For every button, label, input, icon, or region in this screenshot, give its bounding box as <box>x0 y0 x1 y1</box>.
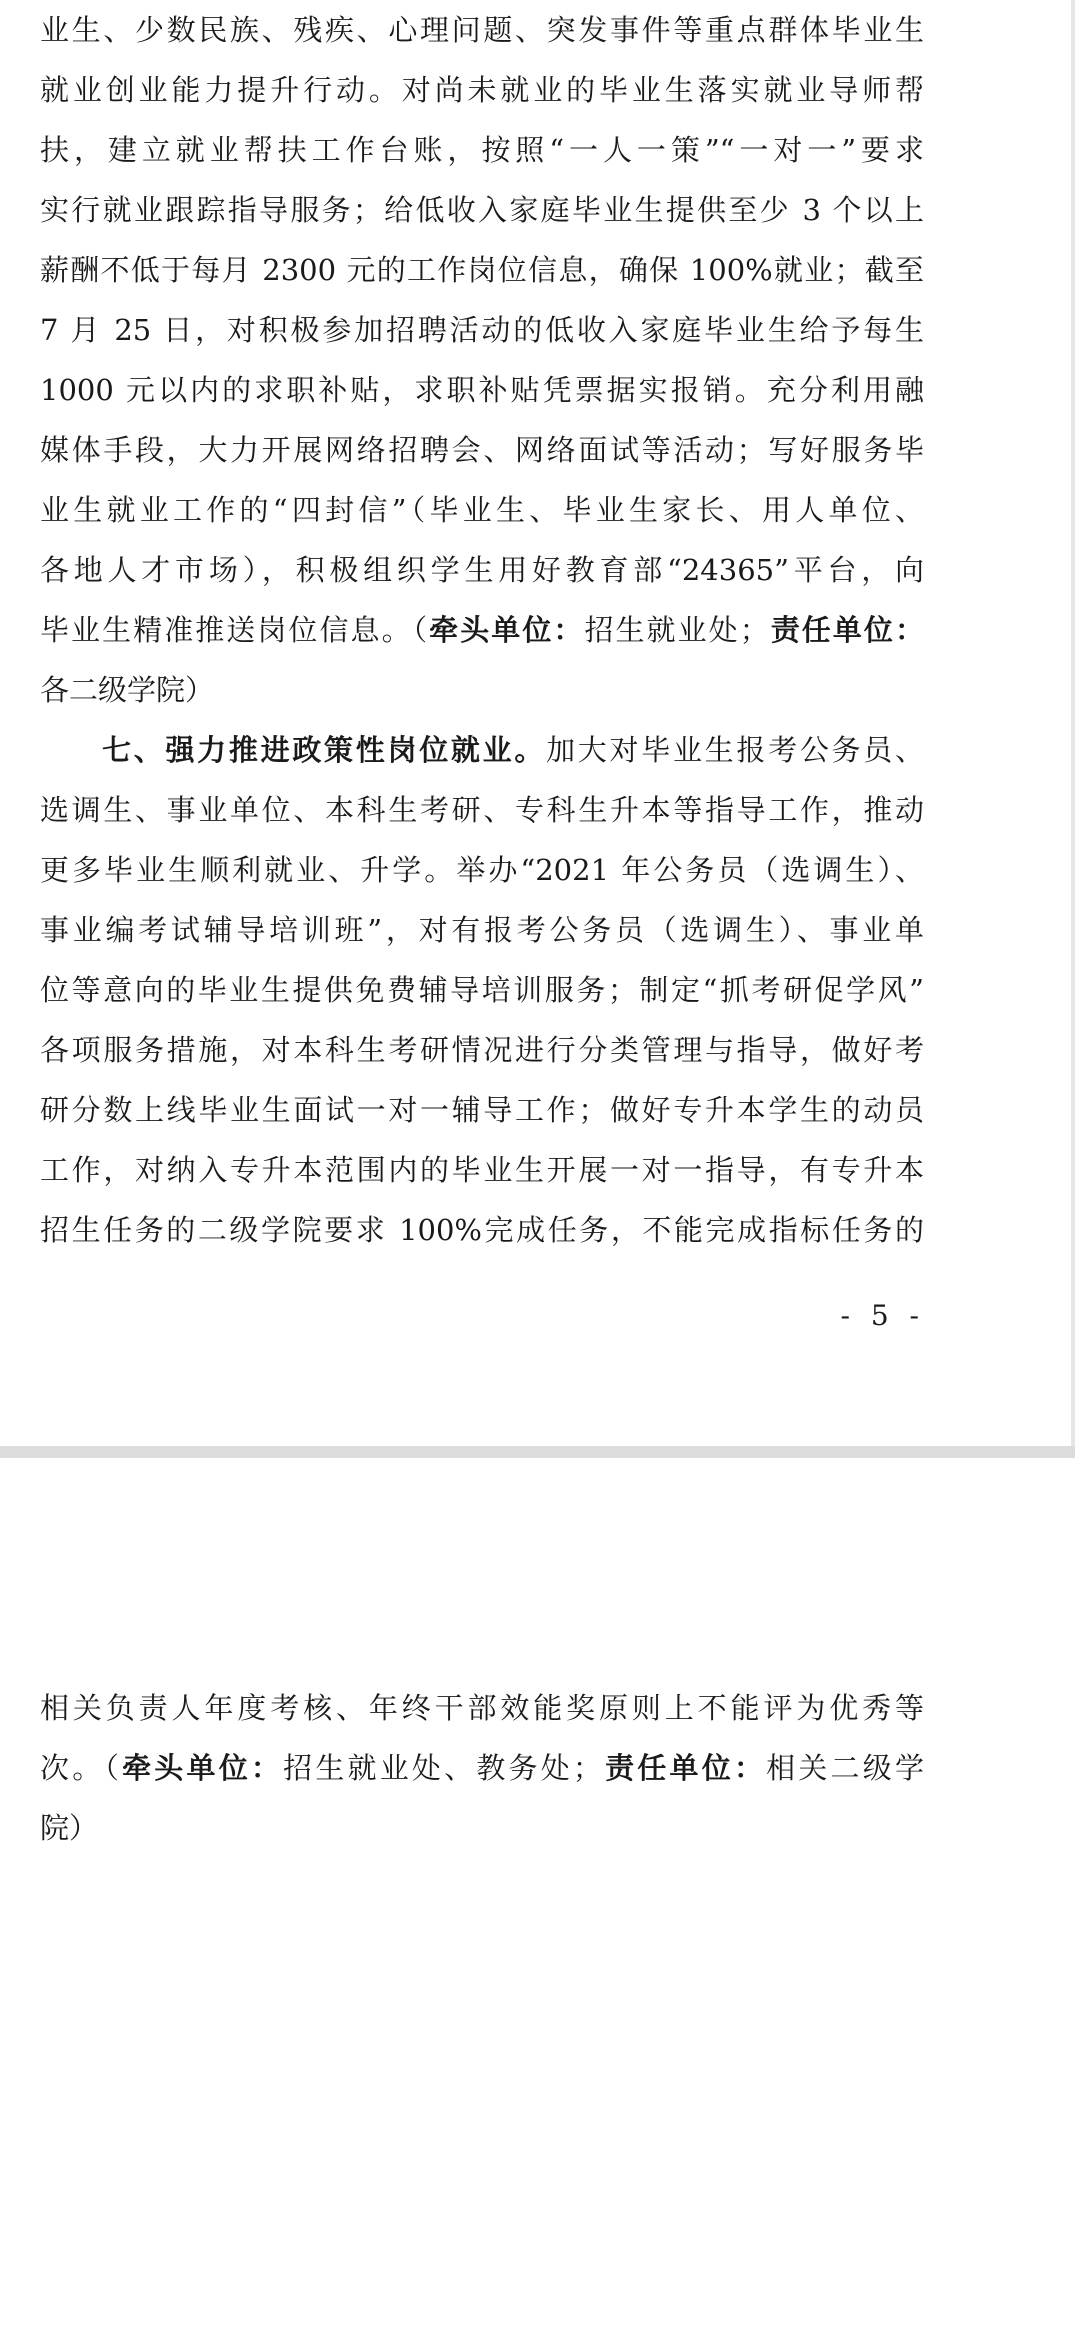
text-line <box>40 660 924 720</box>
text-line <box>40 540 924 600</box>
text-line <box>40 300 924 360</box>
text-span: 相关二级学 <box>766 1751 924 1785</box>
text-span: 薪酬不低于每月 2300 元的工作岗位信息，确保 100%就业；截至 <box>40 253 924 287</box>
text-line <box>40 60 924 120</box>
text-line <box>40 1738 924 1798</box>
text-span: 招生任务的二级学院要求 100%完成任务，不能完成指标任务的 <box>40 1213 924 1247</box>
text-line <box>40 180 924 240</box>
text-span: 招生就业处、教务处； <box>283 1751 602 1785</box>
text-line <box>40 1080 924 1140</box>
text-span: 位等意向的毕业生提供免费辅导培训服务；制定“抓考研促学风” <box>40 973 924 1007</box>
text-line <box>40 480 924 540</box>
text-span: 工作，对纳入专升本范围内的毕业生开展一对一指导，有专升本 <box>40 1153 924 1187</box>
text-line <box>40 120 924 180</box>
text-span: 业生、少数民族、残疾、心理问题、突发事件等重点群体毕业生 <box>40 13 924 47</box>
text-line <box>40 1798 924 1858</box>
text-span: 实行就业跟踪指导服务；给低收入家庭毕业生提供至少 3 个以上 <box>40 193 924 227</box>
text-span: 1000 元以内的求职补贴，求职补贴凭票据实报销。充分利用融 <box>40 373 924 407</box>
text-line <box>40 840 924 900</box>
text-span: 各项服务措施，对本科生考研情况进行分类管理与指导，做好考 <box>40 1033 924 1067</box>
text-span: 各地人才市场），积极组织学生用好教育部“24365”平台，向 <box>40 553 924 587</box>
bold-text: 七、强力推进政策性岗位就业。 <box>102 733 547 767</box>
text-line <box>40 240 924 300</box>
bold-text: 责任单位： <box>768 613 924 647</box>
page-number: - 5 - <box>840 1299 925 1332</box>
text-span: 次。（ <box>40 1751 123 1785</box>
document-page-6 <box>0 1458 1075 2343</box>
text-span: 研分数上线毕业生面试一对一辅导工作；做好专升本学生的动员 <box>40 1093 924 1127</box>
text-span: 加大对毕业生报考公务员、 <box>546 733 924 767</box>
text-span: 就业创业能力提升行动。对尚未就业的毕业生落实就业导师帮 <box>40 73 924 107</box>
text-span: 7 月 25 日，对积极参加招聘活动的低收入家庭毕业生给予每生 <box>40 313 924 347</box>
bold-text: 责任单位： <box>601 1751 767 1785</box>
text-line <box>40 900 924 960</box>
text-line <box>40 720 924 780</box>
page-body-text <box>40 1678 924 1858</box>
text-span: 扶，建立就业帮扶工作台账，按照“一人一策”“一对一”要求 <box>40 133 924 167</box>
text-line <box>40 420 924 480</box>
text-span: 业生就业工作的“四封信”（毕业生、毕业生家长、用人单位、 <box>40 493 924 527</box>
text-line <box>40 600 924 660</box>
text-line <box>40 1678 924 1738</box>
text-line <box>40 780 924 840</box>
text-span: 毕业生精准推送岗位信息。（ <box>40 613 430 647</box>
page-separator <box>0 1446 1075 1458</box>
text-span: 媒体手段，大力开展网络招聘会、网络面试等活动；写好服务毕 <box>40 433 924 467</box>
bold-text: 牵头单位： <box>122 1751 284 1785</box>
text-line <box>40 1200 924 1260</box>
text-line <box>40 360 924 420</box>
text-span: 更多毕业生顺利就业、升学。举办“2021 年公务员（选调生）、 <box>40 853 924 887</box>
page-edge <box>1071 0 1075 1446</box>
text-span: 各二级学院） <box>40 673 215 707</box>
text-line <box>40 1020 924 1080</box>
page-body-text <box>40 0 924 1260</box>
text-span: 招生就业处； <box>584 613 769 647</box>
text-line <box>40 960 924 1020</box>
text-span: 选调生、事业单位、本科生考研、专科生升本等指导工作，推动 <box>40 793 924 827</box>
text-span: 相关负责人年度考核、年终干部效能奖原则上不能评为优秀等 <box>40 1691 924 1725</box>
text-line <box>40 0 924 60</box>
text-span: 事业编考试辅导培训班”，对有报考公务员（选调生）、事业单 <box>40 913 924 947</box>
bold-text: 牵头单位： <box>429 613 585 647</box>
text-line <box>40 1140 924 1200</box>
text-span: 院） <box>40 1811 99 1845</box>
